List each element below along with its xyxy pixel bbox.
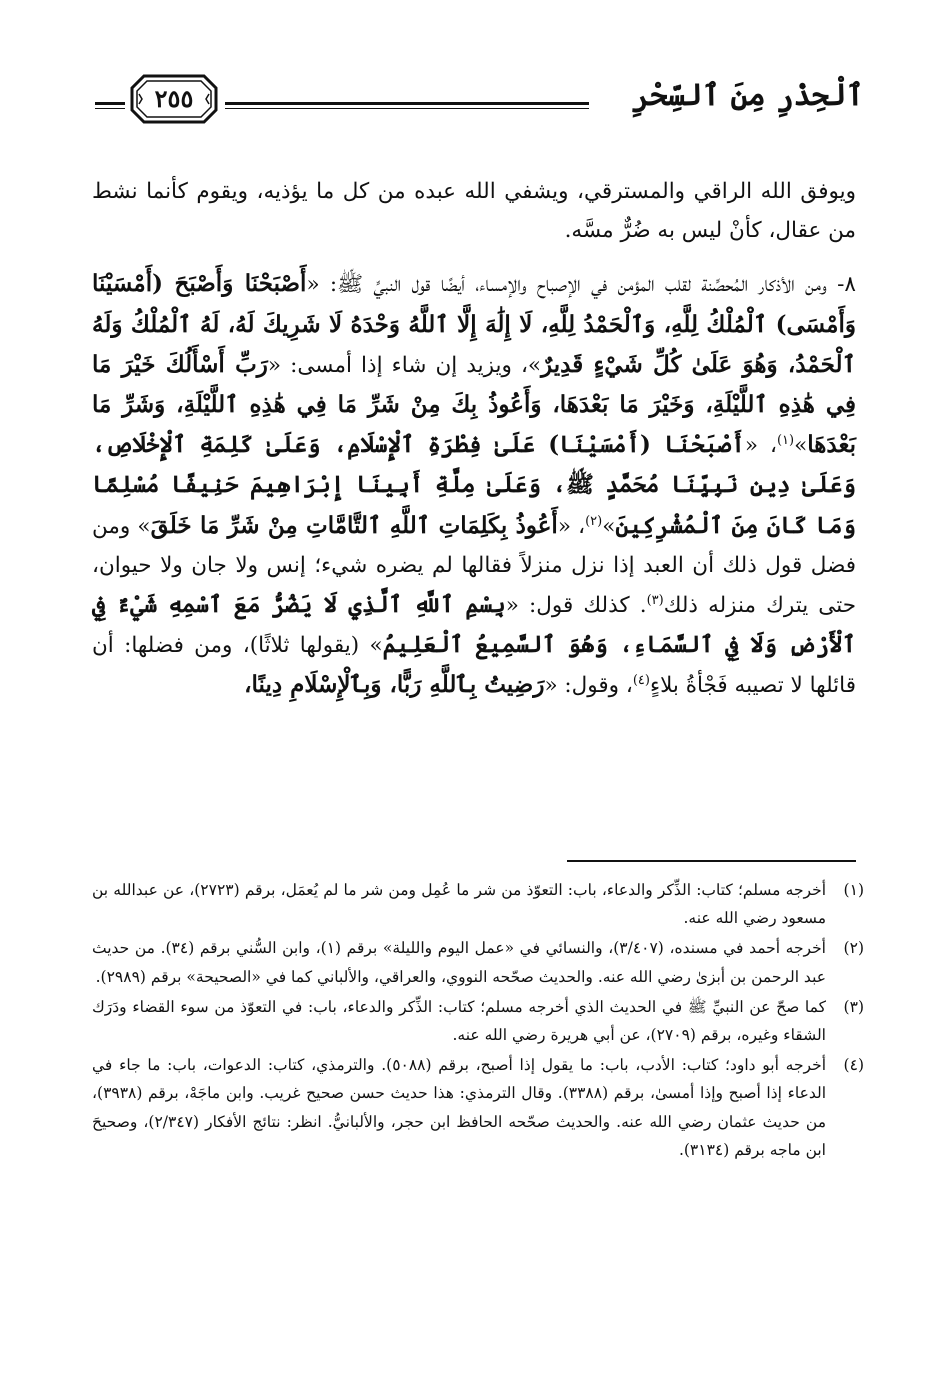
header-rule — [225, 102, 589, 109]
dhikr-quote: رَبِّ أَسْأَلُكَ خَيْرَ مَا فِي هَٰذِهِ ٱللَّيْلَةِ، وَخَيْرَ مَا بَعْدَهَا، وَأَعُوذُ بِكَ مِنْ شَرِّ مَا فِي هَٰذِهِ ٱللَّيْلَةِ، وَشَرِّ مَا بَعْدَهَا — [92, 350, 856, 459]
footnote-text: كما صحّ عن النبيِّ ﷺ في الحديث الذي أخرجه مسلم؛ كتاب: الذِّكر والدعاء، باب: في التعوّذ من سوء القضاء ودَرَك الشقاء وغيره، برقم (٢٧٠٩)، عن أبي هريرة رضي الله عنه. — [92, 997, 826, 1045]
text-span: ، وقول: « — [544, 673, 633, 699]
page-header — [95, 72, 864, 128]
footnote — [92, 876, 864, 932]
dhikr-quote: أَعُوذُ بِكَلِمَاتِ ٱللَّهِ ٱلتَّامَّاتِ مِنْ شَرِّ مَا خَلَقَ — [150, 511, 558, 539]
text-span: » ومن فضل قول ذلك أن العبد إذا نزل منزلاً فقالها لم يضره شيء؛ إنس ولا جان ولا حيوان، حتى يترك منزله ذلك — [92, 513, 856, 619]
dhikr-quote: أَصْبَحْنَا وَأَصْبَحَ (أَمْسَيْنَا وَأَمْسَى) ٱلْمُلْكُ لِلَّهِ، وَٱلْحَمْدُ لِلَّهِ، لَا إِلَٰهَ إِلَّا ٱللَّهُ وَحْدَهُ لَا شَرِيكَ لَهُ، لَهُ ٱلْمُلْكُ وَلَهُ ٱلْحَمْدُ، وَهُوَ عَلَىٰ كُلِّ شَيْءٍ قَدِيرٌ — [92, 270, 856, 378]
footnote-number: (٤) — [843, 1056, 864, 1075]
footnote-separator — [567, 860, 856, 862]
footnote — [92, 1051, 864, 1164]
text-span: ومن الأذكار المُحصِّنة لقلب المؤمن في الإصباح والإمساء، أيضًا قول النبيِّ ﷺ: « — [306, 272, 827, 298]
footnote — [92, 993, 864, 1049]
paragraph: ويوفق الله الراقي والمسترقي، ويشفي الله عبده من كل ما يؤذيه، ويقوم كأنما نشط من عقال، كأنْ ليس به ضُرٌّ مسَّه. — [92, 179, 856, 244]
dhikr-quote: أَصْبَحْنَا (أَمْسَيْنَا) عَلَىٰ فِطْرَةِ ٱلْإِسْلَامِ، وَعَلَىٰ كَلِمَةِ ٱلْإِخْلَاصِ، وَعَلَىٰ دِينِ نَبِيِّنَا مُحَمَّدٍ ﷺ، وَعَلَىٰ مِلَّةِ أَبِينَا إِبْرَاهِيمَ حَنِيفًا مُسْلِمًا وَمَا كَانَ مِنَ ٱلْمُشْرِكِينَ — [92, 431, 856, 539]
footnote-text: أخرجه مسلم؛ كتاب: الذِّكر والدعاء، باب: التعوّذ من شر ما عُمِل ومن شر ما لم يُعمَل، برقم (٢٧٢٣)، عن عبدالله بن مسعود رضي الله عنه. — [92, 881, 827, 928]
footnote-ref[interactable]: (١) — [776, 433, 795, 449]
main-text — [92, 172, 856, 706]
dhikr-quote: بِسْمِ ٱللَّهِ ٱلَّذِي لَا يَضُرُّ مَعَ ٱسْمِهِ شَيْءٌ فِي ٱلْأَرْضِ وَلَا فِي ٱلسَّمَاءِ، وَهُوَ ٱلسَّمِيعُ ٱلْعَلِيمُ — [92, 591, 857, 659]
footnote-number: (٢) — [843, 939, 864, 958]
header-rule-left — [95, 102, 125, 109]
numbered-paragraph: ٨- ومن الأذكار المُحصِّنة لقلب المؤمن في الإصباح والإمساء، أيضًا قول النبيِّ ﷺ: «أَصْبَحْنَا وَأَصْبَحَ (أَمْسَيْنَا وَأَمْسَى) ٱلْمُلْكُ لِلَّهِ، وَٱلْحَمْدُ لِلَّهِ، لَا إِلَٰهَ إِلَّا ٱللَّهُ وَحْدَهُ لَا شَرِيكَ لَهُ، لَهُ ٱلْمُلْكُ وَلَهُ ٱلْحَمْدُ، وَهُوَ عَلَىٰ كُلِّ شَيْءٍ قَدِيرٌ»، ويزيد إن شاء إذا أمسى: «رَبِّ أَسْأَلُكَ خَيْرَ مَا فِي هَٰذِهِ ٱللَّيْلَةِ، وَخَيْرَ مَا بَعْدَهَا، وَأَعُوذُ بِكَ مِنْ شَرِّ مَا فِي هَٰذِهِ ٱللَّيْلَةِ، وَشَرِّ مَا بَعْدَهَا»$^{(١)}$، «أَصْبَحْنَا (أَمْسَيْنَا) عَلَىٰ فِطْرَةِ ٱلْإِسْلَامِ، وَعَلَىٰ كَلِمَةِ ٱلْإِخْلَاصِ، وَعَلَىٰ دِينِ نَبِيِّنَا مُحَمَّدٍ ﷺ، وَعَلَىٰ مِلَّةِ أَبِينَا إِبْرَاهِيمَ حَنِيفًا مُسْلِمًا وَمَا كَانَ مِنَ ٱلْمُشْرِكِينَ»$^{(٢)}$، «أَعُوذُ بِكَلِمَاتِ ٱللَّهِ ٱلتَّامَّاتِ مِنْ شَرِّ مَا خَلَقَ» ومن فضل قول ذلك أن العبد إذا نزل منزلاً فقالها لم يضره شيء؛ إنس ولا جان ولا حيوان، حتى يترك منزله ذلك$^{(٣)}$. كذلك قول: «بِسْمِ ٱللَّهِ ٱلَّذِي لَا يَضُرُّ مَعَ ٱسْمِهِ شَيْءٌ فِي ٱلْأَرْضِ وَلَا فِي ٱلسَّمَاءِ، وَهُوَ ٱلسَّمِيعُ ٱلْعَلِيمُ» (يقولها ثلاثًا)، ومن فضلها: أن قائلها لا تصيبه فَجْأةُ بلاءٍ$^{(٤)}$، وقول: «رَضِيتُ بِٱللَّهِ رَبًّا، وَبِٱلْإِسْلَامِ دِينًا، — [92, 270, 857, 699]
text-span: ، « — [557, 513, 586, 539]
footnote-ref[interactable]: (٢) — [585, 513, 603, 529]
footnote-text: أخرجه أحمد في مسنده، (٣/٤٠٧)، والنسائي في «عمل اليوم والليلة» برقم (١)، وابن السُّني برقم (٣٤). من حديث عبد الرحمن بن أبزىٰ رضي الله عنه. والحديث صحّحه النووي، والعراقي، والألباني كما في «الصحيحة» برقم (٢٩٨٩). — [92, 939, 826, 986]
dhikr-quote: رَضِيتُ بِٱللَّهِ رَبًّا، وَبِٱلْإِسْلَامِ دِينًا، — [244, 671, 545, 699]
text-span: »، ويزيد إن شاء إذا أمسى: « — [267, 352, 542, 378]
text-span: ، « — [744, 433, 777, 459]
page-number-frame — [128, 72, 220, 126]
running-title: ٱلْحِذْرِ مِنَ ٱلسِّحْرِ — [632, 78, 864, 113]
footnotes — [92, 876, 864, 1166]
page-number: ٢٥٥ — [154, 84, 194, 113]
footnote-ref[interactable]: (٣) — [646, 592, 664, 608]
footnote-number: (١) — [843, 881, 864, 899]
footnote — [92, 934, 864, 990]
item-number: ٨- — [837, 272, 856, 298]
text-span: . كذلك قول: « — [505, 593, 647, 619]
text-span: » (يقولها ثلاثًا)، ومن فضلها: أن قائلها لا تصيبه فَجْأةُ بلاءٍ — [92, 633, 856, 699]
footnote-ref[interactable]: (٤) — [632, 673, 650, 689]
footnote-number: (٣) — [843, 997, 864, 1016]
footnote-text: أخرجه أبو داود؛ كتاب: الأدب، باب: ما يقول إذا أصبح، برقم (٥٠٨٨). والترمذي، كتاب: الدعوات، باب: ما جاء في الدعاء إذا أصبح وإذا أمسىٰ، برقم (٣٣٨٨). وقال الترمذي: هذا حديث حسن صحيح غريب. وابن ماجَهْ، برقم (٣٩٣٨)، من حديث عثمان رضي الله عنه. والحديث صحّحه الحافظ ابن حجر، والألبانيُّ. انظر: نتائج الأفكار (٢/٣٤٧)، وصحيحَ ابن ماجه برقم (٣١٣٤). — [92, 1056, 826, 1159]
